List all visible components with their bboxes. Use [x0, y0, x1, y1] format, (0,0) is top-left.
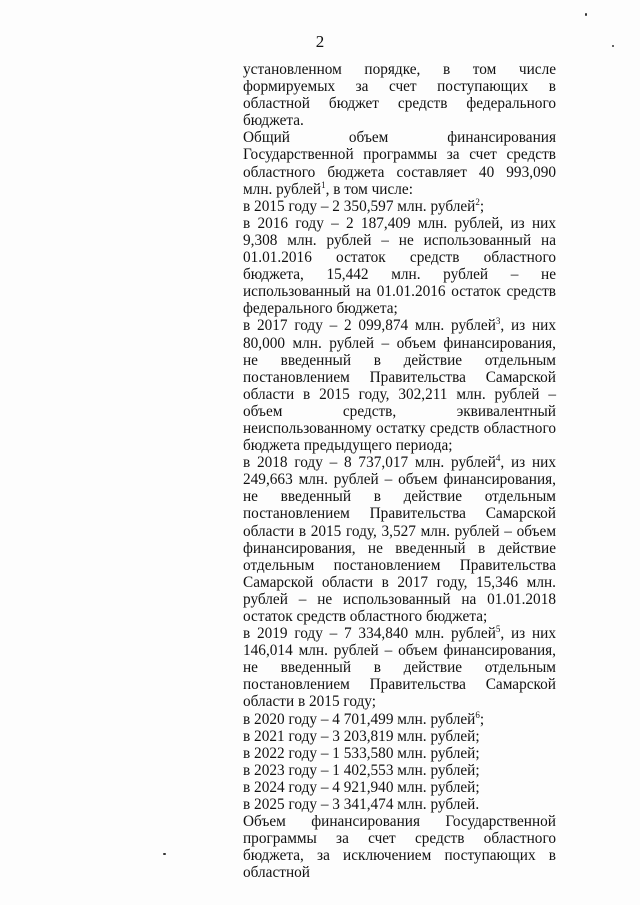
footnote-ref: 6: [475, 709, 480, 720]
paragraph-text: в 2020 году – 4 701,499 млн. рублей: [243, 710, 476, 728]
scan-speck: [163, 853, 166, 855]
paragraph-text: Объем финансирования Государственной программы за счет средств областного бюджета, за исключением поступающих в областной: [243, 813, 556, 882]
paragraph-text: в 2024 году – 4 921,940 млн. рублей;: [243, 778, 480, 796]
paragraph-text: в 2017 году – 2 099,874 млн. рублей: [243, 317, 496, 335]
paragraph-tail: ;: [479, 710, 485, 728]
paragraph-text: в 2015 году – 2 350,597 млн. рублей: [243, 197, 476, 215]
paragraph-text: в 2016 году – 2 187,409 млн. рублей, из них 9,308 млн. рублей – не использованный на 01.01.2016 остаток средств областного бюджета, 15,442 млн. рублей – не использованный на 01.01.2016 остаток средств федерального бюджета;: [243, 214, 556, 318]
paragraph-year-2020: [243, 711, 556, 728]
paragraph-tail: , в том числе:: [325, 180, 413, 198]
paragraph-year-2022: [243, 745, 556, 762]
paragraph-intro: [243, 61, 556, 129]
paragraph-year-2025: [243, 796, 556, 813]
paragraph-year-2017: [243, 317, 556, 454]
paragraph-tail: , из них 249,663 млн. рублей – объем финансирования, не введенный в действие отдельным постановлением Правительства Самарской области в 2015 году, 3,527 млн. рублей – объем финансирования, не введенный в действие отдельным постановлением Правительства Самарской области в 2017 году, 15,346 млн. рублей – не использованный на 01.01.2018 остаток средств областного бюджета;: [243, 454, 556, 625]
scan-speck: [612, 45, 614, 47]
paragraph-text: установленном порядке, в том числе формируемых за счет поступающих в областной бюджет средств федерального бюджета.: [243, 61, 556, 130]
paragraph-year-2021: [243, 728, 556, 745]
paragraph-text: в 2018 году – 8 737,017 млн. рублей: [243, 454, 496, 472]
paragraph-text: Общий объем финансирования Государственной программы за счет средств областного бюджета составляет 40 993,090 млн. рублей: [243, 129, 556, 198]
paragraph-text: в 2021 году – 3 203,819 млн. рублей;: [243, 727, 480, 745]
footnote-ref: 4: [495, 453, 501, 464]
paragraph-closing: [243, 813, 556, 881]
paragraph-tail: , из них 80,000 млн. рублей – объем финансирования, не введенный в действие отдельным постановлением Правительства Самарской области в 2015 году, 302,211 млн. рублей – объем средств, эквивалентный неиспользованному остатку средств областного бюджета предыдущего периода;: [243, 317, 556, 455]
paragraph-year-2018: [243, 454, 556, 625]
paragraph-total: [243, 129, 556, 197]
paragraph-text: в 2025 году – 3 341,474 млн. рублей.: [243, 796, 480, 814]
paragraph-tail: ;: [479, 197, 485, 215]
paragraph-text: в 2023 году – 1 402,553 млн. рублей;: [243, 761, 480, 779]
paragraph-year-2024: [243, 779, 556, 796]
paragraph-year-2016: [243, 215, 556, 318]
footnote-ref: 5: [495, 624, 501, 634]
paragraph-text: в 2019 году – 7 334,840 млн. рублей: [243, 625, 496, 643]
footnote-ref: 3: [495, 316, 501, 327]
paragraph-year-2023: [243, 762, 556, 779]
footnote-ref: 1: [321, 179, 326, 190]
body-text: [243, 61, 556, 882]
page-number: 2: [315, 32, 325, 51]
footnote-ref: 2: [475, 196, 480, 207]
paragraph-year-2015: [243, 198, 556, 215]
paragraph-tail: , из них 146,014 млн. рублей – объем финансирования, не введенный в действие отдельным постановлением Правительства Самарской области в 2015 году;: [243, 625, 556, 711]
paragraph-year-2019: [243, 625, 556, 710]
scan-speck: [585, 13, 587, 16]
paragraph-text: в 2022 году – 1 533,580 млн. рублей;: [243, 744, 480, 762]
